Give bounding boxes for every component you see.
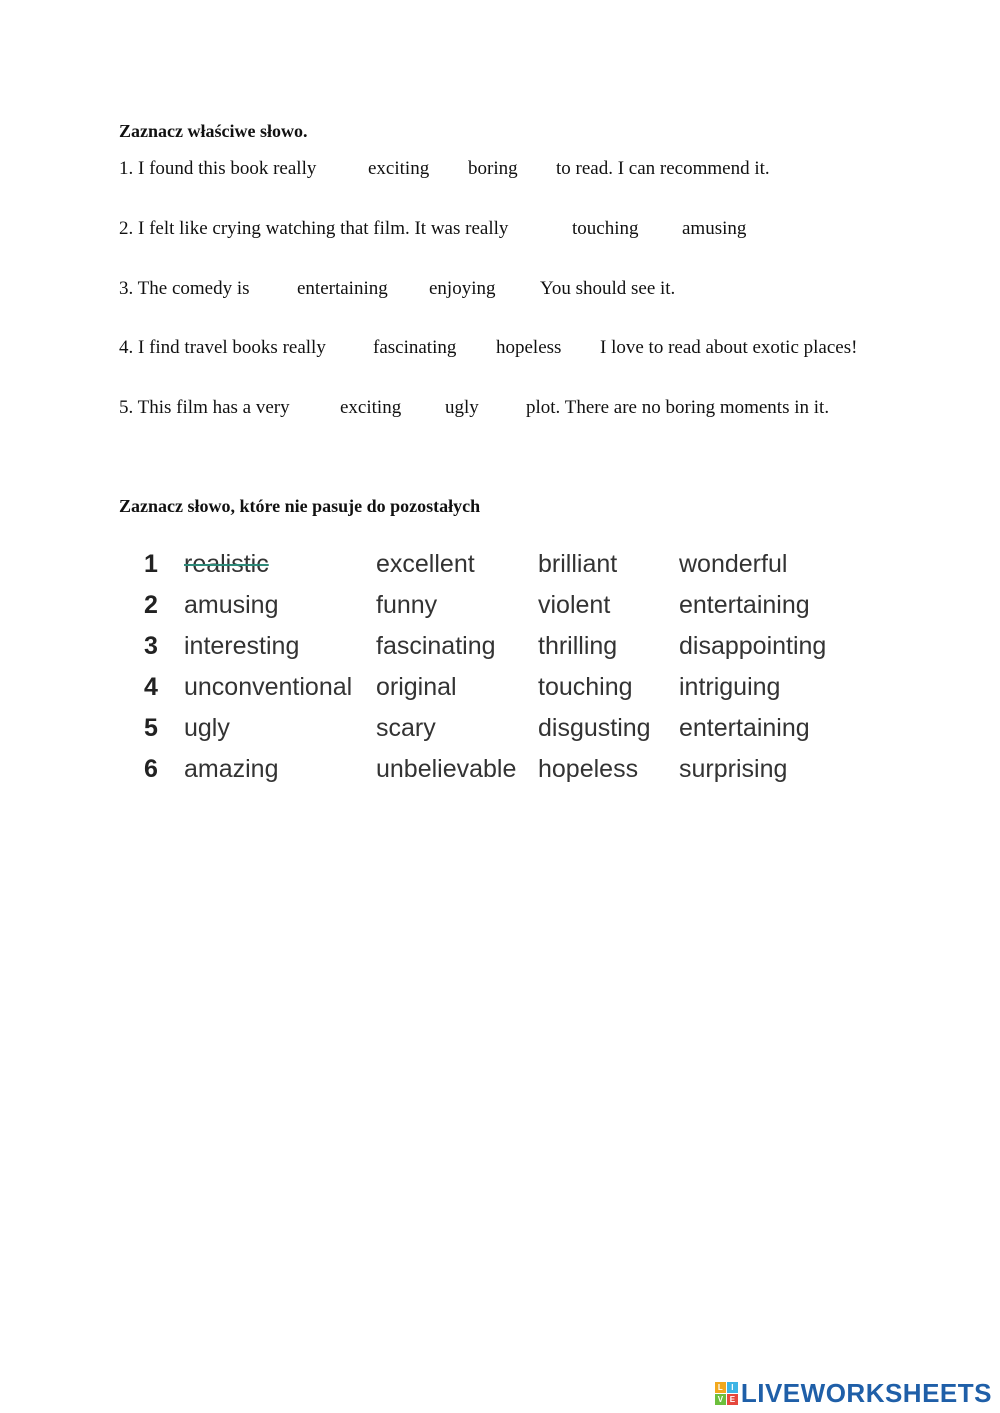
sentence-3-option-1[interactable]: entertaining xyxy=(297,278,388,299)
logo-tiles-icon xyxy=(715,1382,738,1405)
word-option[interactable]: touching xyxy=(538,673,633,701)
sentence-5-text-before: 5. This film has a very xyxy=(119,397,290,418)
word-option[interactable]: entertaining xyxy=(679,714,810,742)
word-option[interactable]: amusing xyxy=(184,591,279,619)
sentence-5-text-after: plot. There are no boring moments in it. xyxy=(526,397,830,418)
word-option[interactable]: funny xyxy=(376,591,438,619)
word-option[interactable]: unconventional xyxy=(184,673,353,701)
word-option[interactable]: entertaining xyxy=(679,591,810,619)
word-option[interactable]: violent xyxy=(538,591,611,619)
sentence-3-text-after: You should see it. xyxy=(540,278,676,299)
sentence-1-text-before: 1. I found this book really xyxy=(119,158,317,179)
grid-row-number: 5 xyxy=(144,714,158,742)
grid-row-number: 3 xyxy=(144,632,158,660)
word-option[interactable]: realistic xyxy=(184,550,269,578)
sentence-4-text-before: 4. I find travel books really xyxy=(119,337,326,358)
logo-tile: V xyxy=(715,1394,726,1405)
word-option[interactable]: brilliant xyxy=(538,550,618,578)
sentence-1-text-after: to read. I can recommend it. xyxy=(556,158,770,179)
sentence-2-option-2[interactable]: amusing xyxy=(682,218,747,239)
sentence-2-option-1[interactable]: touching xyxy=(572,218,639,239)
word-option[interactable]: original xyxy=(376,673,457,701)
liveworksheets-logo xyxy=(715,1378,992,1408)
sentence-4-option-1[interactable]: fascinating xyxy=(373,337,457,358)
word-option[interactable]: disappointing xyxy=(679,632,827,660)
word-option[interactable]: ugly xyxy=(184,714,230,742)
word-option[interactable]: interesting xyxy=(184,632,300,660)
grid-row-number: 6 xyxy=(144,755,158,783)
word-option[interactable]: excellent xyxy=(376,550,475,578)
word-option[interactable]: fascinating xyxy=(376,632,496,660)
sentence-3-text-before: 3. The comedy is xyxy=(119,278,250,299)
section1-heading: Zaznacz właściwe słowo. xyxy=(119,121,308,141)
section2-heading: Zaznacz słowo, które nie pasuje do pozostałych xyxy=(119,496,481,516)
grid-row-number: 2 xyxy=(144,591,158,619)
sentence-5-option-1[interactable]: exciting xyxy=(340,397,402,418)
sentence-4-option-2[interactable]: hopeless xyxy=(496,337,562,358)
logo-tile: E xyxy=(727,1394,738,1405)
word-option[interactable]: thrilling xyxy=(538,632,618,660)
logo-tile: L xyxy=(715,1382,726,1393)
word-option[interactable]: amazing xyxy=(184,755,279,783)
word-option[interactable]: hopeless xyxy=(538,755,639,783)
sentence-4-text-after: I love to read about exotic places! xyxy=(600,337,858,358)
logo-text: LIVEWORKSHEETS xyxy=(740,1377,992,1408)
sentence-1-option-2[interactable]: boring xyxy=(468,158,518,179)
logo-tile: I xyxy=(727,1382,738,1393)
sentence-5-option-2[interactable]: ugly xyxy=(445,397,479,418)
word-option[interactable]: disgusting xyxy=(538,714,651,742)
word-option[interactable]: wonderful xyxy=(679,550,788,578)
sentence-1-option-1[interactable]: exciting xyxy=(368,158,430,179)
word-option[interactable]: intriguing xyxy=(679,673,781,701)
word-option[interactable]: unbelievable xyxy=(376,755,517,783)
sentence-3-option-2[interactable]: enjoying xyxy=(429,278,496,299)
sentence-2-text-before: 2. I felt like crying watching that film. It was really xyxy=(119,218,509,239)
grid-row-number: 4 xyxy=(144,673,158,701)
word-option[interactable]: surprising xyxy=(679,755,788,783)
grid-row-number: 1 xyxy=(144,550,158,578)
word-option[interactable]: scary xyxy=(376,714,436,742)
